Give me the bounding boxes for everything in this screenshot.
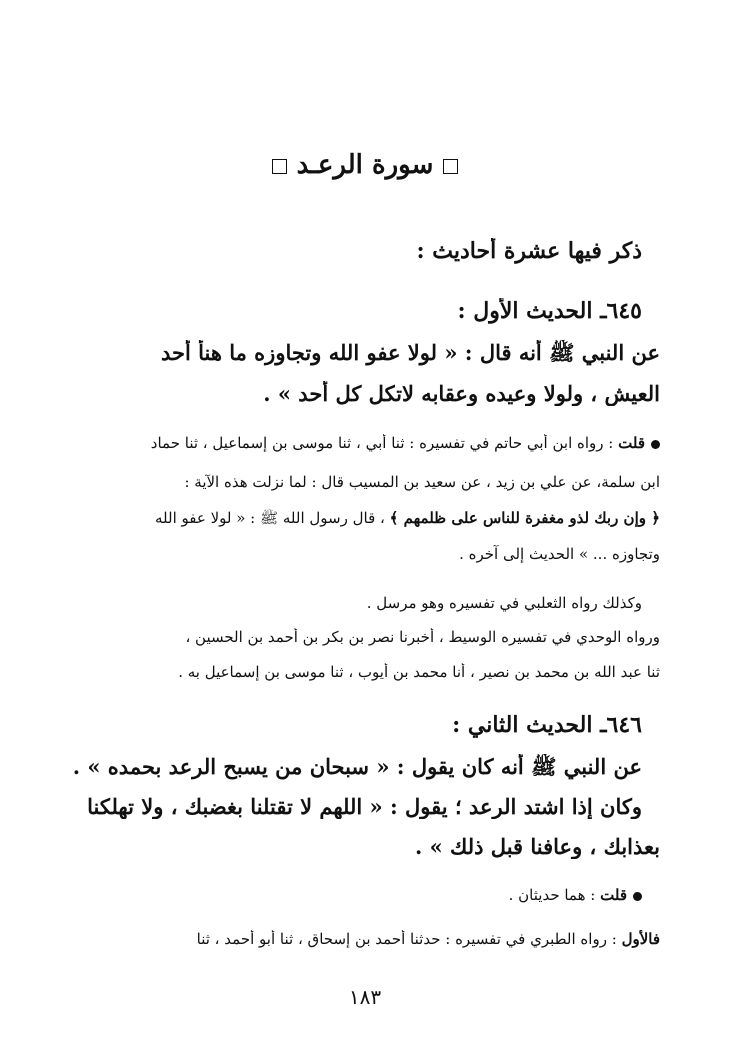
hadith-646-heading: ٦٤٦ـ الحديث الثاني :	[452, 712, 642, 738]
surah-title	[0, 150, 730, 180]
note-645-line-3	[70, 509, 660, 531]
hadith-646-text-line-3: بعذابك ، وعافنا قبل ذلك » .	[414, 834, 660, 859]
hadith-646-text-line-2: وكان إذا اشتد الرعد ؛ يقول : « اللهم لا تقتلنا بغضبك ، ولا تهلكنا	[87, 794, 642, 819]
note-645-line-1	[70, 434, 660, 452]
note-text: ، قال رسول الله ﷺ : « لولا عفو الله	[155, 509, 385, 527]
hadith-646-text-line-1: عن النبي ﷺ أنه كان يقول : « سبحان من يسبح الرعد بحمده » .	[72, 754, 642, 779]
first-text: : رواه الطبري في تفسيره : حدثنا أحمد بن إسحاق ، ثنا أبو أحمد ، ثنا	[196, 930, 617, 948]
hadith-645-heading: ٦٤٥ـ الحديث الأول :	[457, 298, 642, 324]
note-645-line-6: ورواه الوحدي في تفسيره الوسيط ، أخبرنا نصر بن بكر بن أحمد بن الحسين ،	[185, 628, 660, 646]
quran-verse: ﴿ وإن ربك لذو مغفرة للناس على ظلمهم ﴾	[389, 509, 660, 527]
note-645-line-7: ثنا عبد الله بن محمد بن نصير ، أنا محمد بن أيوب ، ثنا موسى بن إسماعيل به .	[178, 663, 660, 681]
bullet-dot-icon	[633, 892, 642, 901]
note-label: قلت	[600, 886, 627, 904]
note-text: : رواه ابن أبي حاتم في تفسيره : ثنا أبي ، ثنا موسى بن إسماعيل ، ثنا حماد	[150, 434, 614, 452]
bullet-dot-icon	[651, 440, 660, 449]
square-ornament-icon	[272, 159, 287, 174]
note-645-line-5: وكذلك رواه الثعلبي في تفسيره وهو مرسل .	[366, 594, 642, 612]
note-645-line-4: وتجاوزه ... » الحديث إلى آخره .	[459, 545, 660, 563]
first-label: فالأول	[621, 930, 660, 948]
note-text: : هما حديثان .	[508, 886, 596, 904]
intro-line: ذكر فيها عشرة أحاديث :	[416, 238, 642, 264]
square-ornament-icon	[443, 159, 458, 174]
note-label: قلت	[618, 434, 645, 452]
note-646-line-1	[70, 886, 642, 904]
page-number: ١٨٣	[348, 985, 382, 1009]
surah-title-text: سورة الرعـد	[296, 150, 434, 180]
hadith-645-text-line-2: العيش ، ولولا وعيده وعقابه لاتكل كل أحد » .	[263, 381, 660, 406]
hadith-645-text-line-1: عن النبي ﷺ أنه قال : « لولا عفو الله وتجاوزه ما هنأ أحد	[160, 340, 660, 365]
note-645-line-2: ابن سلمة، عن علي بن زيد ، عن سعيد بن المسيب قال : لما نزلت هذه الآية :	[184, 473, 660, 491]
first-narration-line	[70, 930, 660, 948]
